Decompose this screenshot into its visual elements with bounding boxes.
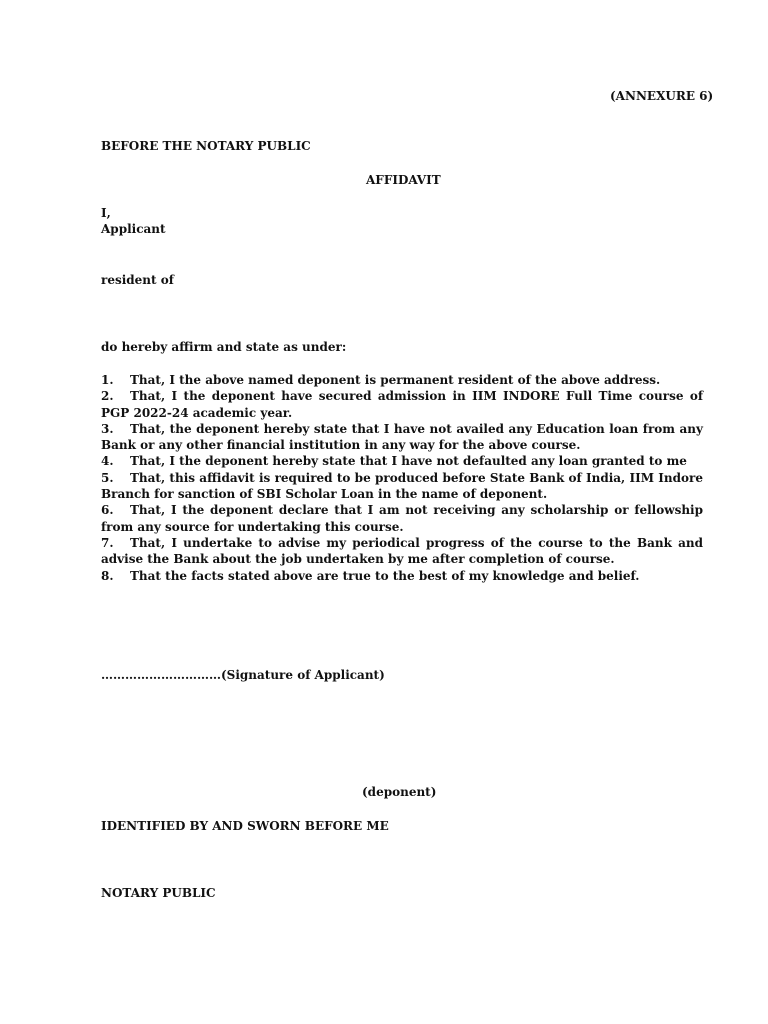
deponent-label: (deponent) (362, 785, 437, 799)
item-number: 5. (101, 470, 114, 485)
item-number: 4. (101, 454, 114, 469)
item-number: 1. (101, 373, 114, 387)
item-number: 2. (101, 389, 114, 404)
signature-line: …………………………(Signature of Applicant) (101, 668, 385, 682)
annexure-label: (ANNEXURE 6) (610, 89, 714, 103)
notary-public-label: NOTARY PUBLIC (101, 886, 216, 900)
item-text: That, I the deponent have secured admission in IIM INDORE Full Time course of PGP 2022-24 academic year. (101, 389, 703, 420)
item-text: That, I the deponent hereby state that I have not defaulted any loan granted to me (130, 454, 687, 469)
affidavit-item (101, 502, 703, 535)
resident-of-label: resident of (101, 273, 174, 287)
affidavit-item (101, 470, 703, 503)
item-number: 6. (101, 503, 114, 518)
before-notary-heading: BEFORE THE NOTARY PUBLIC (101, 139, 311, 153)
item-number: 7. (101, 535, 114, 550)
item-number: 8. (101, 568, 114, 583)
item-text: That, this affidavit is required to be produced before State Bank of India, IIM Indore Branch for sanction of SBI Scholar Loan in the name of deponent. (101, 470, 703, 502)
affidavit-item (101, 388, 703, 421)
affirm-statement: do hereby affirm and state as under: (101, 340, 347, 354)
document-title: AFFIDAVIT (366, 173, 441, 187)
affidavit-item (101, 535, 703, 568)
affidavit-item (101, 568, 703, 584)
item-text: That, I undertake to advise my periodical progress of the course to the Bank and advise the Bank about the job undertaken by me after completion of course. (101, 535, 703, 567)
affidavit-items-list (101, 372, 703, 584)
identified-statement: IDENTIFIED BY AND SWORN BEFORE ME (101, 819, 389, 833)
item-number: 3. (101, 421, 114, 436)
deponent-pronoun: I, (101, 206, 111, 220)
applicant-label: Applicant (101, 222, 166, 236)
affidavit-item (101, 453, 703, 469)
item-text: That, I the above named deponent is permanent resident of the above address. (130, 373, 661, 387)
item-text: That, I the deponent declare that I am not receiving any scholarship or fellowship from any source for undertaking this course. (101, 503, 703, 534)
affidavit-item (101, 372, 703, 388)
item-text: That, the deponent hereby state that I have not availed any Education loan from any Bank or any other financial institution in any way for the above course. (101, 421, 703, 453)
affidavit-item (101, 421, 703, 454)
item-text: That the facts stated above are true to the best of my knowledge and belief. (130, 568, 640, 583)
